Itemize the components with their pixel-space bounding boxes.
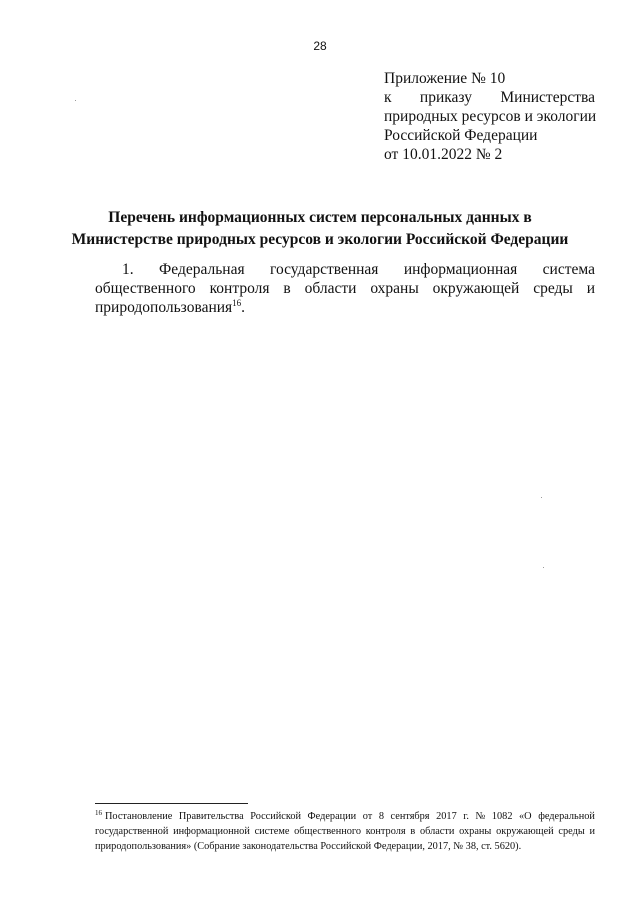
item-word: государственная (270, 261, 379, 278)
appendix-date-line: от 10.01.2022 № 2 (384, 146, 503, 163)
footnote-row-2 (95, 824, 595, 839)
footnote-word: охраны (459, 826, 492, 837)
item-row-1 (95, 260, 595, 279)
footnote-word: окружающей (496, 826, 554, 837)
appendix-word: Министерства (500, 89, 595, 106)
footnote-word: г. (463, 811, 469, 822)
footnote-word: Правительства (178, 811, 244, 822)
footnote-word: от (362, 811, 373, 822)
appendix-number: Приложение № 10 (384, 70, 506, 87)
page-number: 28 (313, 39, 327, 53)
footnote-word: № (475, 811, 486, 822)
appendix-header (384, 69, 595, 164)
footnote-word: государственной (95, 826, 169, 837)
scan-speck (541, 497, 542, 498)
footnote-word: 8 (378, 811, 384, 822)
footnote-word: контроля (365, 826, 406, 837)
footnote-reference: 16 (232, 297, 242, 308)
footnote-word: информационной (173, 826, 250, 837)
footnote-word: области (419, 826, 455, 837)
item-word: охраны (370, 280, 419, 297)
list-item-1 (95, 260, 595, 317)
footnote-word: Федерации (307, 811, 357, 822)
scan-speck (543, 567, 544, 568)
footnote-row-1 (95, 809, 595, 824)
item-word: Федеральная (159, 261, 245, 278)
footnote-word: Постановление (105, 811, 173, 822)
footnote-word: и (589, 826, 595, 837)
scan-speck (75, 100, 76, 101)
footnote-word: 2017 (436, 811, 457, 822)
title-line-1: Перечень информационных систем персональных данных в (108, 209, 532, 226)
item-word: и (586, 280, 595, 297)
footnote-word: системе (254, 826, 290, 837)
footnote-separator (95, 803, 248, 804)
footnote-word: сентября (390, 811, 430, 822)
item-word: информационная (403, 261, 518, 278)
footnote-word: среды (558, 826, 585, 837)
item-row-3 (95, 298, 595, 317)
item-word: среды (533, 280, 573, 297)
appendix-ministry-line: природных ресурсов и экологии (384, 108, 597, 125)
item-row-2 (95, 279, 595, 298)
footnote-word: в (410, 826, 416, 837)
footnote-word: «О (519, 811, 532, 822)
footnote (95, 809, 595, 854)
item-word: области (304, 280, 357, 297)
appendix-country-line: Российской Федерации (384, 127, 538, 144)
appendix-order-line (384, 88, 595, 107)
item-word: система (542, 261, 595, 278)
item-word: в (283, 280, 291, 297)
item-word: природопользования (95, 299, 233, 316)
item-period: . (241, 299, 246, 316)
footnote-marker: 16 (95, 808, 102, 817)
footnote-word: Российской (250, 811, 301, 822)
footnote-word: федеральной (538, 811, 595, 822)
item-word: общественного (95, 280, 196, 297)
footnote-word (95, 809, 172, 824)
item-word: контроля (209, 280, 270, 297)
footnote-row-3: природопользования» (Собрание законодательства Российской Федерации, 2017, № 38, ст. 5620). (95, 841, 522, 852)
appendix-word: приказу (419, 89, 472, 106)
item-word: 1. (122, 261, 134, 278)
footnote-word: общественного (294, 826, 362, 837)
title-line-2: Министерстве природных ресурсов и экологии Российской Федерации (71, 231, 569, 248)
item-word: окружающей (432, 280, 520, 297)
appendix-word: к (384, 89, 392, 106)
footnote-word: 1082 (491, 811, 513, 822)
document-title (60, 207, 580, 251)
